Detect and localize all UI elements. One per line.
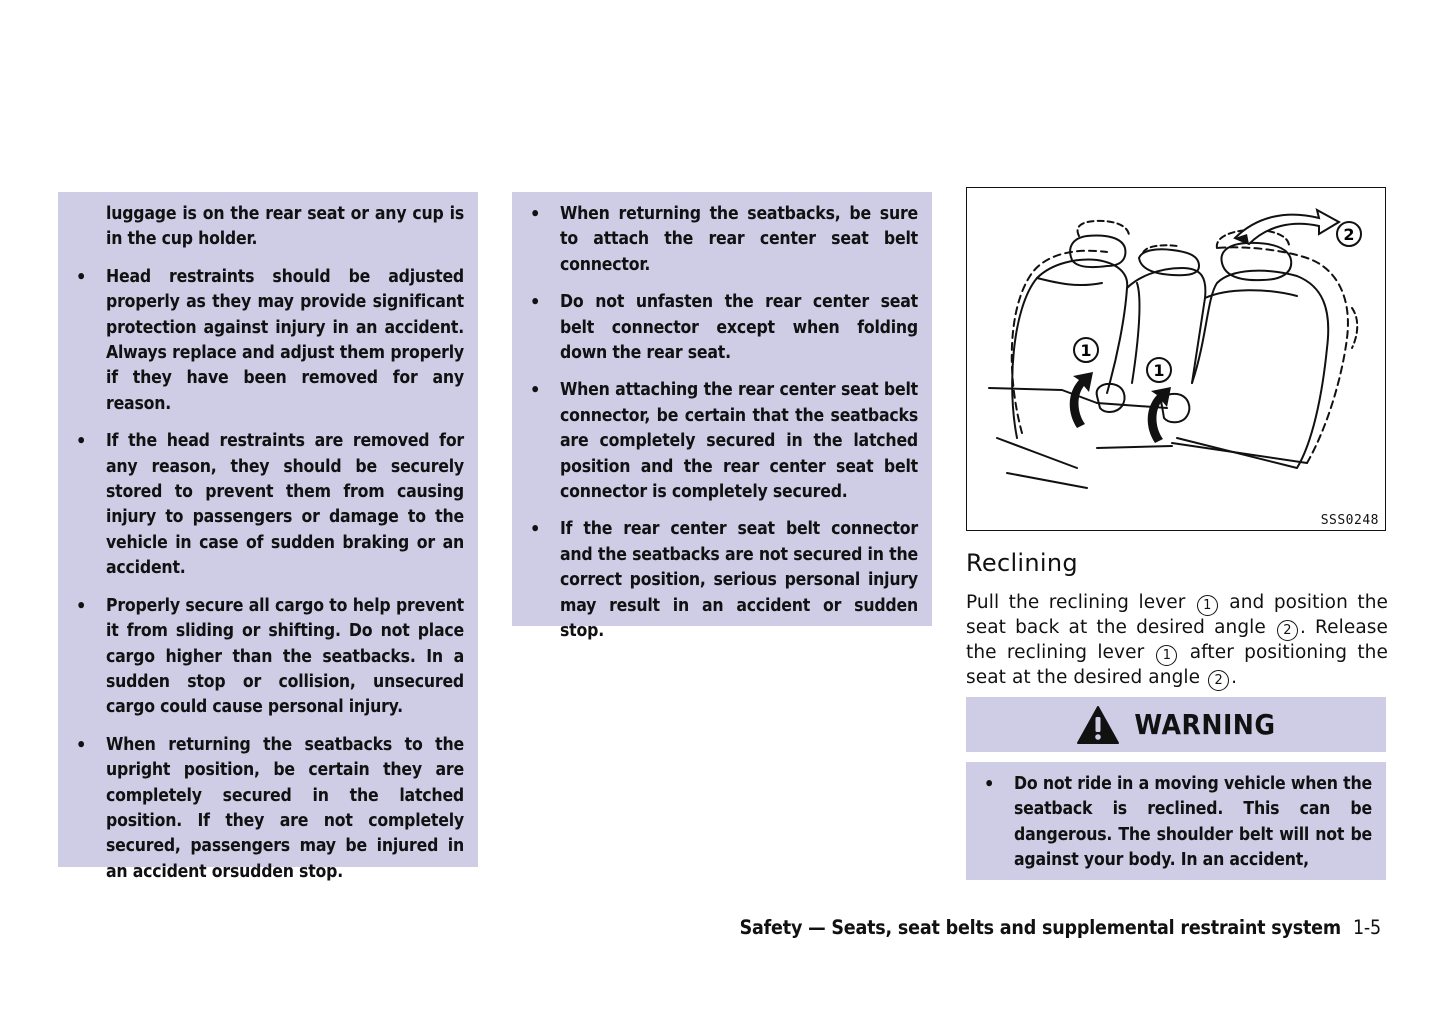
bullet-item-do-not-unfasten: • Do not unfasten the rear center seat belt connector except when folding down the rear seat. — [560, 290, 918, 366]
bullet-item-attaching-connector: • When attaching the rear center seat belt connector, be certain that the seatbacks are completely secured in the latched position and the rear center seat belt connector is completely secured. — [560, 378, 918, 505]
note-column-left — [58, 192, 478, 882]
instruction-text: . — [1231, 667, 1238, 688]
callout-1-marker: 1 — [1197, 595, 1218, 616]
bullet-item-returning-seatbacks: • When returning the seatbacks to the upright position, be certain they are completely secured in the latched position. If they are not completely secured, passengers may be injured in an accident orsudden stop. — [106, 733, 464, 885]
section-heading-reclining: Reclining — [966, 549, 1078, 577]
instruction-text: Pull the reclining lever — [966, 592, 1186, 613]
callout-2 — [1337, 222, 1361, 246]
paragraph-continued: luggage is on the rear seat or any cup is in the cup holder. — [106, 204, 464, 250]
callout-1-label: 1 — [1080, 341, 1092, 360]
note-column-middle — [512, 192, 932, 642]
callout-1-right — [1147, 358, 1171, 382]
warning-title: WARNING — [1134, 708, 1276, 741]
bullet-item-reclined-warning: • Do not ride in a moving vehicle when the seatback is reclined. This can be dangerous. The shoulder belt will not be against your body. In an accident, — [1014, 772, 1372, 874]
warning-body — [966, 762, 1386, 880]
reclining-instructions — [966, 591, 1388, 691]
page-footer — [740, 916, 1381, 939]
callout-1-marker: 1 — [1156, 645, 1177, 666]
instruction-text: and position the seat back at the desired angle — [966, 592, 1389, 638]
page-number: 1-5 — [1352, 916, 1381, 939]
bullet-item-head-restraints-adjust: • Head restraints should be adjusted properly as they may provide significant protection against injury in an accident. Always replace and adjust them properly if they have been removed for any reason. — [106, 265, 464, 417]
instruction-text: . Release the reclining lever — [966, 617, 1389, 663]
callout-1-label: 1 — [1153, 361, 1165, 380]
rear-seat-drawing — [967, 188, 1385, 530]
callout-2-label: 2 — [1343, 225, 1355, 244]
warning-header — [966, 697, 1386, 752]
figure-id: SSS0248 — [1320, 513, 1379, 528]
bullet-item-head-restraints-removed: • If the head restraints are removed for any reason, they should be securely stored to prevent them from causing injury to passengers or damage to the vehicle in case of sudden braking or an accident. — [106, 429, 464, 581]
warning-triangle-icon — [1076, 705, 1120, 745]
callout-2-marker: 2 — [1277, 620, 1298, 641]
bullet-item-attach-connector: • When returning the seatbacks, be sure to attach the rear center seat belt connector. — [560, 202, 918, 278]
instruction-text: after positioning the seat at the desired angle — [966, 642, 1388, 688]
footer-section-title: Safety — Seats, seat belts and supplemental restraint system — [739, 916, 1341, 939]
bullet-item-secure-cargo: • Properly secure all cargo to help prevent it from sliding or shifting. Do not place cargo higher than the seatbacks. In a sudden stop or collision, unsecured cargo could cause personal injury. — [106, 594, 464, 721]
callout-2-marker: 2 — [1208, 670, 1229, 691]
callout-1-left — [1074, 338, 1098, 362]
seat-reclining-illustration — [966, 187, 1386, 531]
bullet-item-not-secured: • If the rear center seat belt connector and the seatbacks are not secured in the correct position, serious personal injury may result in an accident or sudden stop. — [560, 517, 918, 644]
